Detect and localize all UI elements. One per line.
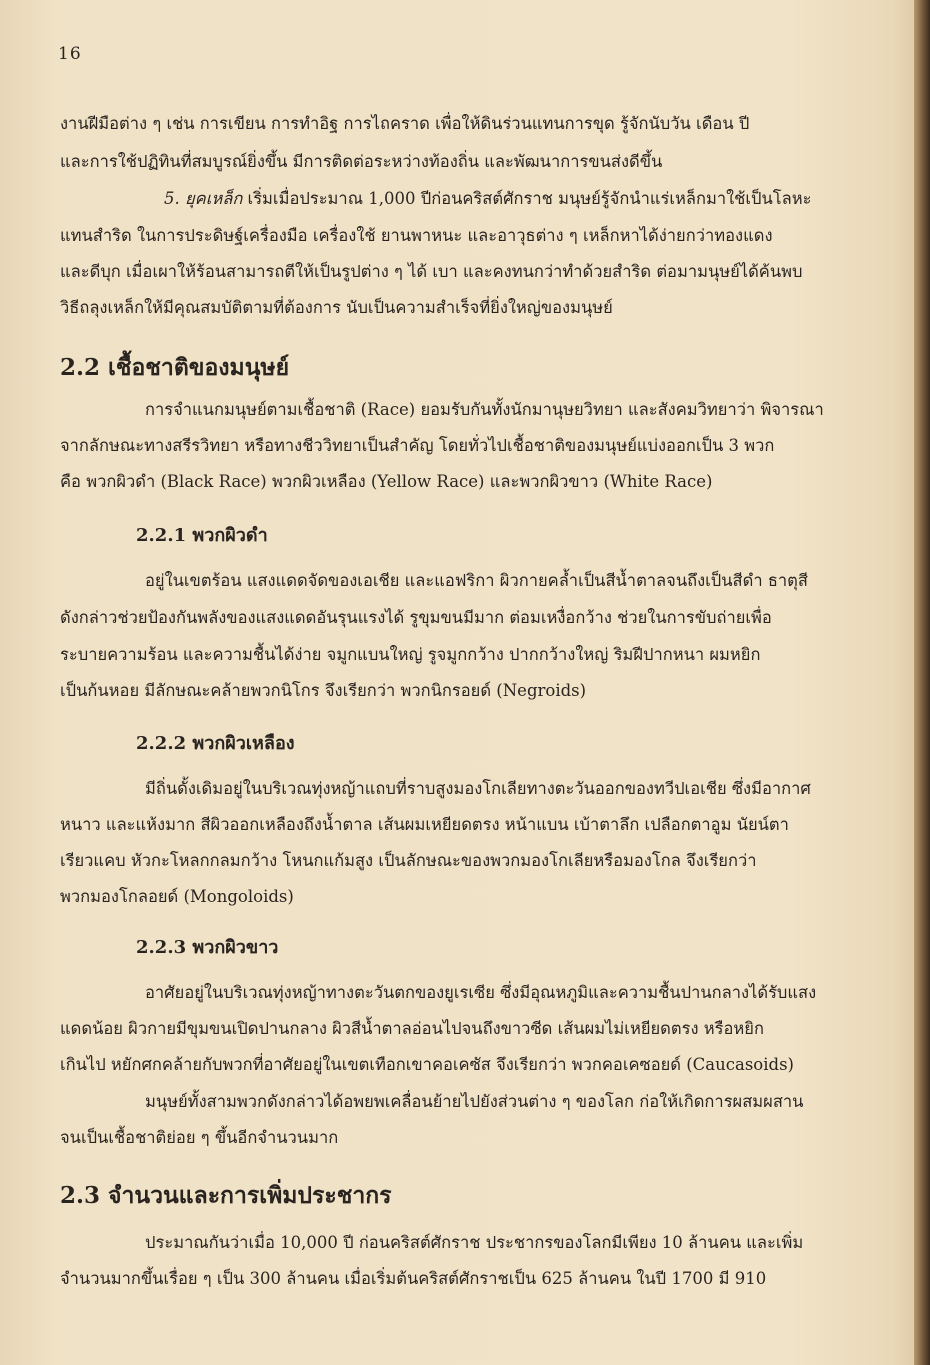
subsection-heading-2-2-1: 2.2.1 พวกผิวดำ [136, 525, 268, 546]
iron-age-term: 5. ยุคเหล็ก [164, 189, 243, 208]
paragraph-line: หนาว และแห้งมาก สีผิวออกเหลืองถึงน้ำตาล เส้นผมเหยียดตรง หน้าแบน เบ้าตาลึก เปลือกตาอูม นัยน์ตา [60, 815, 789, 834]
paragraph-line: พวกมองโกลอยด์ (Mongoloids) [60, 887, 294, 906]
paragraph-line: มีถิ่นดั้งเดิมอยู่ในบริเวณทุ่งหญ้าแถบที่ราบสูงมองโกเลียทางตะวันออกของทวีปเอเชีย ซึ่งมีอากาศ [145, 779, 811, 798]
iron-age-paragraph-first-line [164, 184, 902, 214]
paragraph-line: แทนสำริด ในการประดิษฐ์เครื่องมือ เครื่องใช้ ยานพาหนะ และอาวุธต่าง ๆ เหล็กหาได้ง่ายกว่าทองแดง [60, 226, 773, 245]
paragraph-line: จากลักษณะทางสรีรวิทยา หรือทางชีววิทยาเป็นสำคัญ โดยทั่วไปเชื้อชาติของมนุษย์แบ่งออกเป็น 3 พวก [60, 436, 775, 455]
paragraph-line: คือ พวกผิวดำ (Black Race) พวกผิวเหลือง (Yellow Race) และพวกผิวขาว (White Race) [60, 472, 713, 491]
paragraph-line: งานฝีมือต่าง ๆ เช่น การเขียน การทำอิฐ การไถคราด เพื่อให้ดินร่วนแทนการขุด รู้จักนับวัน เดือน ปี [60, 114, 750, 133]
paragraph-line: เป็นก้นหอย มีลักษณะคล้ายพวกนิโกร จึงเรียกว่า พวกนิกรอยด์ (Negroids) [60, 681, 587, 700]
paragraph-line: จนเป็นเชื้อชาติย่อย ๆ ขึ้นอีกจำนวนมาก [60, 1128, 339, 1147]
paragraph-line: เกินไป หยักศกคล้ายกับพวกที่อาศัยอยู่ในเขตเทือกเขาคอเคซัส จึงเรียกว่า พวกคอเคซอยด์ (Caucasoids) [60, 1055, 794, 1074]
paragraph-line: เรียวแคบ หัวกะโหลกกลมกว้าง โหนกแก้มสูง เป็นลักษณะของพวกมองโกเลียหรือมองโกล จึงเรียกว่า [60, 851, 757, 870]
subsection-heading-2-2-3: 2.2.3 พวกผิวขาว [136, 937, 279, 958]
paragraph-line: แดดน้อย ผิวกายมีขุมขนเปิดปานกลาง ผิวสีน้ำตาลอ่อนไปจนถึงขาวซีด เส้นผมไม่เหยียดตรง หรือหยิก [60, 1019, 764, 1038]
paragraph-line: และดีบุก เมื่อเผาให้ร้อนสามารถตีให้เป็นรูปต่าง ๆ ได้ เบา และคงทนกว่าทำด้วยสำริด ต่อมามนุษย์ได้ค้นพบ [60, 262, 803, 281]
paragraph-line: จำนวนมากขึ้นเรื่อย ๆ เป็น 300 ล้านคน เมื่อเริ่มต้นคริสต์ศักราชเป็น 625 ล้านคน ในปี 1700 มี 910 [60, 1269, 767, 1288]
paragraph-line: และการใช้ปฏิทินที่สมบูรณ์ยิ่งขึ้น มีการติดต่อระหว่างท้องถิ่น และพัฒนาการขนส่งดีขึ้น [60, 152, 663, 171]
iron-age-text: เริ่มเมื่อประมาณ 1,000 ปีก่อนคริสต์ศักราช มนุษย์รู้จักนำแร่เหล็กมาใช้เป็นโลหะ [242, 189, 812, 208]
subsection-heading-2-2-2: 2.2.2 พวกผิวเหลือง [136, 733, 295, 754]
book-spine-shadow [914, 0, 930, 1365]
paragraph-line: อาศัยอยู่ในบริเวณทุ่งหญ้าทางตะวันตกของยูเรเซีย ซึ่งมีอุณหภูมิและความชื้นปานกลางได้รับแสง [145, 983, 817, 1002]
section-heading-2-2: 2.2 เชื้อชาติของมนุษย์ [60, 354, 290, 381]
paragraph-line: ระบายความร้อน และความชื้นได้ง่าย จมูกแบนใหญ่ รูจมูกกว้าง ปากกว้างใหญ่ ริมฝีปากหนา ผมหยิก [60, 645, 761, 664]
paragraph-line: ประมาณกันว่าเมื่อ 10,000 ปี ก่อนคริสต์ศักราช ประชากรของโลกมีเพียง 10 ล้านคน และเพิ่ม [145, 1233, 804, 1252]
section-heading-2-3: 2.3 จำนวนและการเพิ่มประชากร [60, 1182, 392, 1209]
page-number: 16 [58, 44, 82, 64]
paragraph-line: อยู่ในเขตร้อน แสงแดดจัดของเอเชีย และแอฟริกา ผิวกายคล้ำเป็นสีน้ำตาลจนถึงเป็นสีดำ ธาตุสี [145, 571, 808, 590]
paragraph-line: มนุษย์ทั้งสามพวกดังกล่าวได้อพยพเคลื่อนย้ายไปยังส่วนต่าง ๆ ของโลก ก่อให้เกิดการผสมผสาน [145, 1092, 804, 1111]
paragraph-line: ดังกล่าวช่วยป้องกันพลังของแสงแดดอันรุนแรงได้ รูขุมขนมีมาก ต่อมเหงื่อกว้าง ช่วยในการขับถ่ายเพื่อ [60, 608, 772, 627]
paragraph-line: วิธีถลุงเหล็กให้มีคุณสมบัติตามที่ต้องการ นับเป็นความสำเร็จที่ยิ่งใหญ่ของมนุษย์ [60, 298, 613, 317]
paragraph-line: การจำแนกมนุษย์ตามเชื้อชาติ (Race) ยอมรับกันทั้งนักมานุษยวิทยา และสังคมวิทยาว่า พิจารณา [145, 400, 824, 419]
